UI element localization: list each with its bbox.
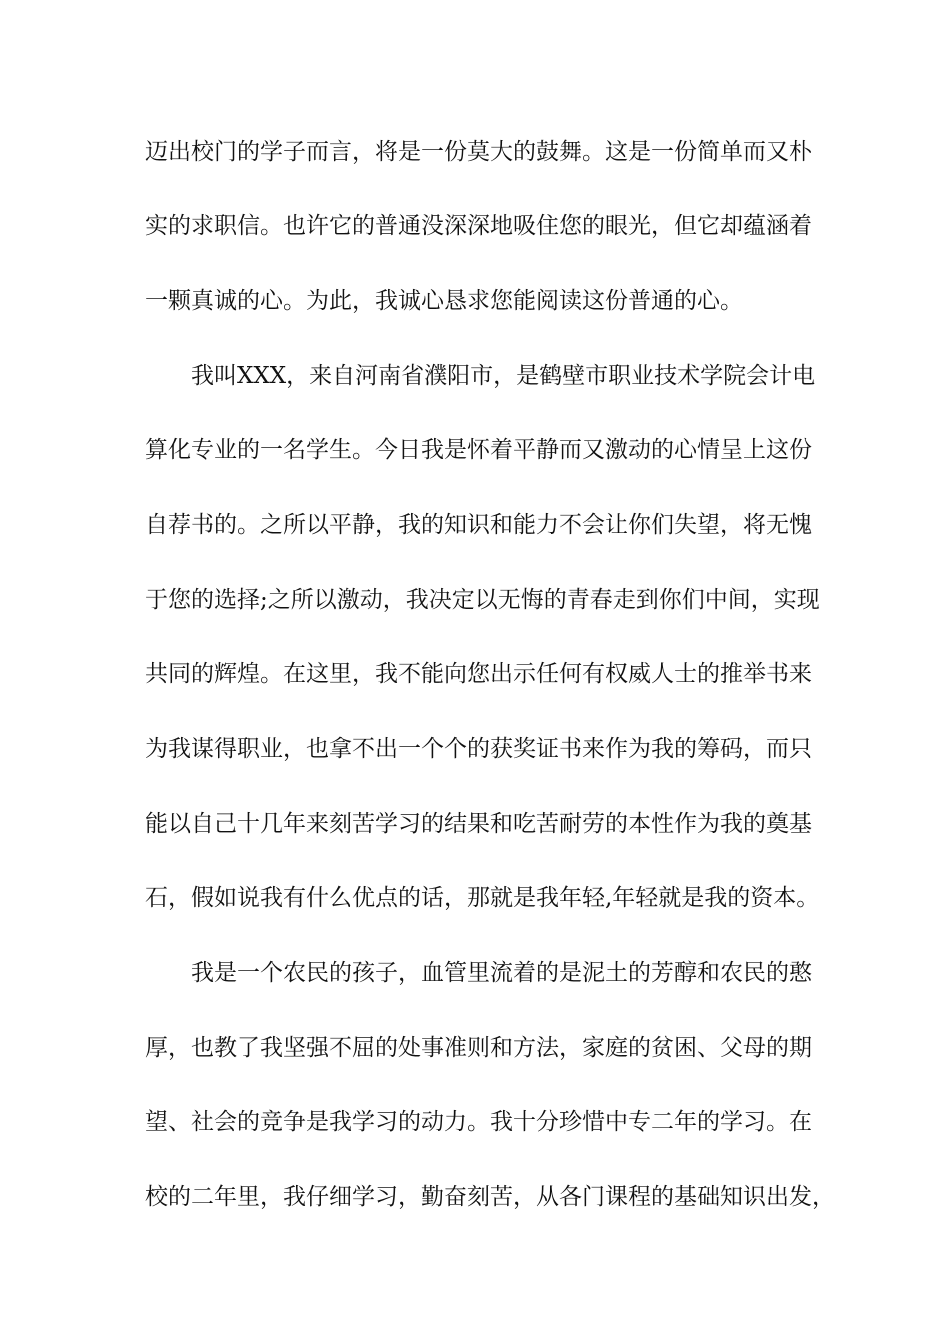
text-line: 望、社会的竞争是我学习的动力。我十分珍惜中专二年的学习。在 (145, 1109, 812, 1135)
text-line: 于您的选择;之所以激动，我决定以无悔的青春走到你们中间，实现 (145, 587, 820, 613)
text-line: 共同的辉煌。在这里，我不能向您出示任何有权威人士的推举书来 (145, 661, 812, 687)
text-line: 校的二年里，我仔细学习，勤奋刻苦，从各门课程的基础知识出发， (145, 1184, 835, 1210)
text-line: 一颗真诚的心。为此，我诚心恳求您能阅读这份普通的心。 (145, 288, 743, 314)
text-line: 为我谋得职业，也拿不出一个个的获奖证书来作为我的筹码，而只 (145, 736, 812, 762)
text-line: 厚，也教了我坚强不屈的处事准则和方法，家庭的贫困、父母的期 (145, 1035, 812, 1061)
text-line: 实的求职信。也许它的普通没深深地吸住您的眼光，但它却蕴涵着 (145, 213, 812, 239)
text-line: 算化专业的一名学生。今日我是怀着平静而又激动的心情呈上这份 (145, 437, 812, 463)
text-line: 自荐书的。之所以平静，我的知识和能力不会让你们失望，将无愧 (145, 512, 812, 538)
paragraph-first-line: 我叫XXX，来自河南省濮阳市，是鹤壁市职业技术学院会计电 (191, 363, 816, 389)
text-line: 石，假如说我有什么优点的话，那就是我年轻,年轻就是我的资本。 (145, 885, 820, 911)
text-line: 能以自己十几年来刻苦学习的结果和吃苦耐劳的本性作为我的奠基 (145, 811, 812, 837)
paragraph-first-line: 我是一个农民的孩子，血管里流着的是泥土的芳醇和农民的憨 (191, 960, 812, 986)
text-line: 迈出校门的学子而言，将是一份莫大的鼓舞。这是一份简单而又朴 (145, 139, 812, 165)
